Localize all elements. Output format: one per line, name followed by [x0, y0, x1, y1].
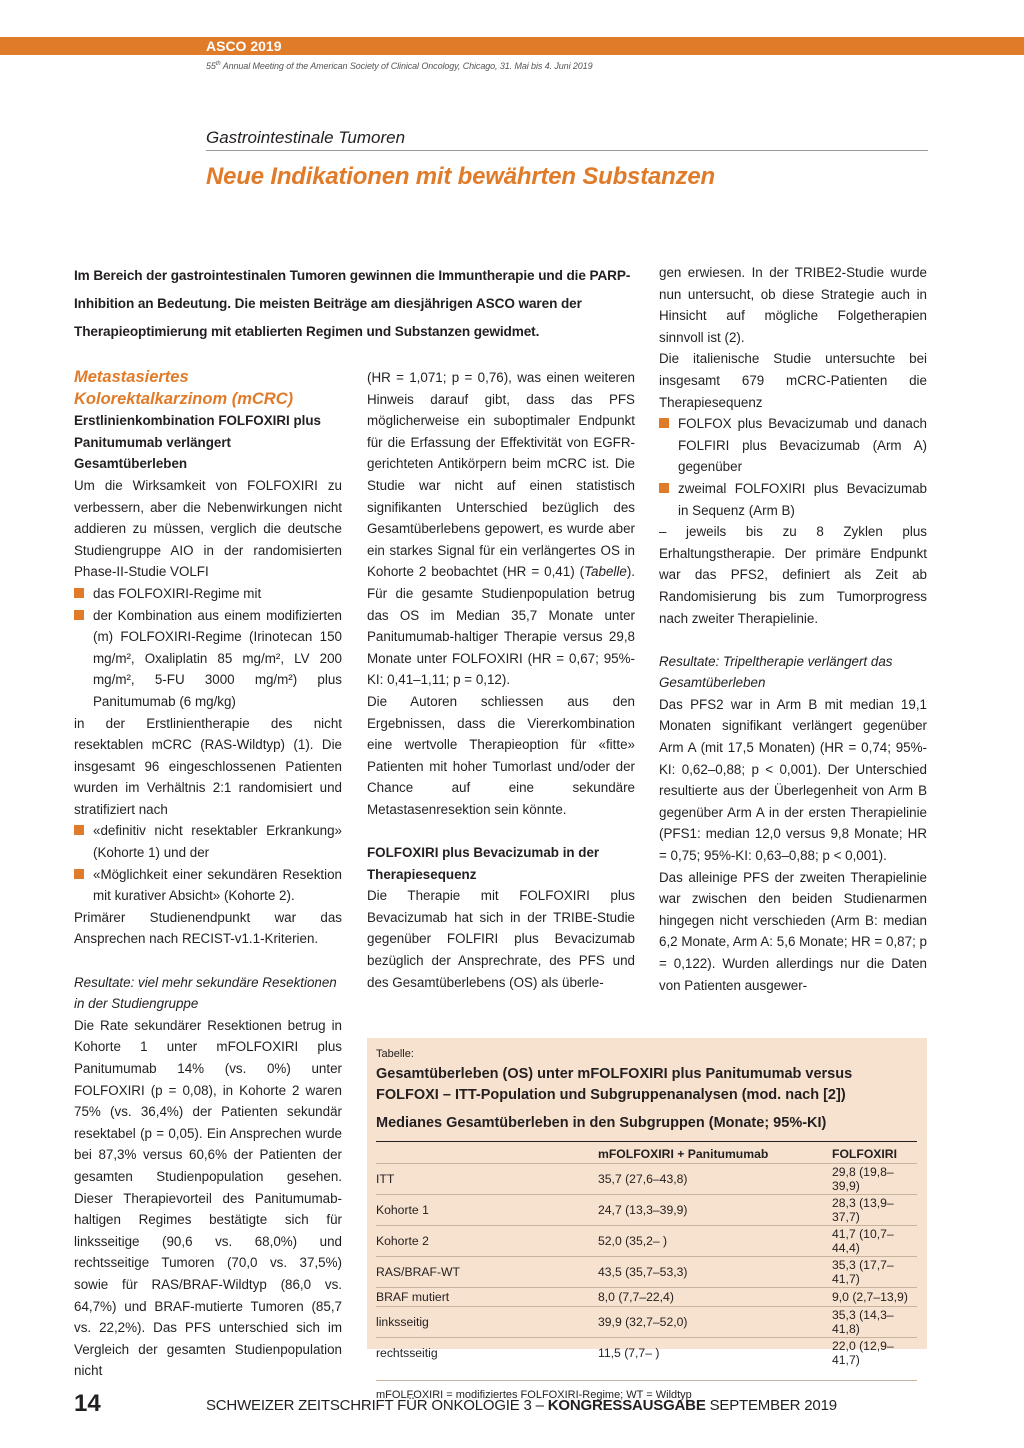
table-title: Gesamtüberleben (OS) unter mFOLFOXIRI plus Panitumumab versus FOLFOXI – ITT-Population und Subgruppenanalysen (mod. nach [2])	[376, 1066, 853, 1103]
paragraph: Die Rate sekundärer Resektionen betrug in Kohorte 1 unter mFOLFOXIRI plus Panitumumab 14% (vs. 0%) unter FOLFOXIRI (p = 0,08), in Kohorte 2 waren 75% (vs. 36,4%) der Patienten sekundär resektabel (p = 0,05). Ein Ansprechen wurde bei 87,3% versus 60,6% der Patienten der gesamten Studienpopulation gesehen. Dieser Therapievorteil des Panitumumab-haltigen Regimes bestätigte sich für linksseitige (90,6 vs. 68,0%) und rechtsseitige Tumoren (70,0 vs. 37,5%) sowie für RAS/BRAF-Wildtyp (86,0 vs. 64,7%) und BRAF-mutierte Tumoren (85,7 vs. 22,2%). Das PFS unterschied sich im Vergleich der gesamten Studienpopulation nicht	[74, 1017, 342, 1379]
column-2	[367, 367, 635, 993]
bullet-list	[74, 820, 342, 906]
bullet-item: der Kombination aus einem modifizierten (m) FOLFOXIRI-Regime (Irinotecan 150 mg/m², Oxaliplatin 85 mg/m², LV 200 mg/m², 5-FU 3000 mg/m²) plus Panitumumab (6 mg/kg)	[74, 605, 342, 713]
column-header	[376, 1146, 598, 1164]
table-row	[376, 1164, 917, 1195]
table-cell: 35,7 (27,6–43,8)	[598, 1164, 832, 1195]
table-cell: 35,3 (17,7–41,7)	[832, 1257, 917, 1288]
table-cell: 35,3 (14,3–41,8)	[832, 1307, 917, 1338]
table-cell: rechtsseitig	[376, 1338, 598, 1369]
table-cell: 22,0 (12,9–41,7)	[832, 1338, 917, 1369]
paragraph: in der Erstlinientherapie des nicht resektablen mCRC (RAS-Wildtyp) (1). Die insgesamt 96 eingeschlossenen Patienten wurden im Verhältnis 2:1 randomisiert und stratifiziert nach	[74, 715, 342, 817]
rubric-divider	[206, 150, 928, 151]
table-cell: 41,7 (10,7–44,4)	[832, 1226, 917, 1257]
table-cell: 52,0 (35,2– )	[598, 1226, 832, 1257]
paragraph: Die italienische Studie untersuchte bei insgesamt 679 mCRC-Patienten die Therapiesequenz	[659, 351, 927, 410]
table-rule	[376, 1141, 917, 1142]
table-row	[376, 1257, 917, 1288]
table-cell: 28,3 (13,9–37,7)	[832, 1195, 917, 1226]
meeting-line: 55th Annual Meeting of the American Society of Clinical Oncology, Chicago, 31. Mai bis 4. Juni 2019	[206, 61, 593, 71]
header-bar	[0, 37, 1024, 55]
bullet-list	[659, 413, 927, 521]
results-heading: Resultate: Tripeltherapie verlängert das Gesamtüberleben	[659, 653, 893, 691]
table-cell: 8,0 (7,7–22,4)	[598, 1288, 832, 1307]
table-cell: BRAF mutiert	[376, 1288, 598, 1307]
table-cell: RAS/BRAF-WT	[376, 1257, 598, 1288]
paragraph: – jeweils bis zu 8 Zyklen plus Erhaltungstherapie. Der primäre Endpunkt war das PFS2, definiert als Zeit ab Randomisierung bis zum Tumorprogress nach zweiter Therapielinie.	[659, 524, 927, 626]
paragraph: Primärer Studienendpunkt war das Ansprechen nach RECIST-v1.1-Kriterien.	[74, 909, 342, 947]
column-header: FOLFOXIRI	[832, 1147, 897, 1161]
table-header-row	[376, 1146, 917, 1164]
bullet-item: «Möglichkeit einer sekundären Resektion mit kurativer Absicht» (Kohorte 2).	[74, 864, 342, 907]
bullet-item: zweimal FOLFOXIRI plus Bevacizumab in Sequenz (Arm B)	[659, 478, 927, 521]
bullet-item: FOLFOX plus Bevacizumab und danach FOLFIRI plus Bevacizumab (Arm A) gegenüber	[659, 413, 927, 478]
table-cell: Kohorte 1	[376, 1195, 598, 1226]
table-cell: linksseitig	[376, 1307, 598, 1338]
survival-table	[376, 1146, 917, 1368]
paragraph: Das PFS2 war in Arm B mit median 19,1 Monaten signifikant verlängert gegenüber Arm A (mit 17,5 Monaten) (HR = 0,74; 95%-KI: 0,62–0,88; p < 0,001). Der Unterschied resultierte aus der Überlegenheit von Arm B gegenüber Arm A in der ersten Therapielinie (PFS1: median 12,0 versus 9,8 Monate; HR = 0,75; 95%-KI: 0,63–0,88; p < 0,001).	[659, 696, 927, 864]
article-headline: Neue Indikationen mit bewährten Substanzen	[206, 163, 716, 190]
paragraph: Die Therapie mit FOLFOXIRI plus Bevacizumab hat sich in der TRIBE-Studie gegenüber FOLFIRI plus Bevacizumab bezüglich der Ansprechrate, des PFS und des Gesamtüberlebens (OS) als überle-	[367, 888, 635, 990]
conference-label: ASCO 2019	[206, 38, 282, 54]
bullet-item: «definitiv nicht resektabler Erkrankung» (Kohorte 1) und der	[74, 820, 342, 863]
table-label: Tabelle:	[376, 1048, 414, 1060]
table-subtitle: Medianes Gesamtüberleben in den Subgruppen (Monate; 95%-KI)	[376, 1115, 827, 1131]
table-cell: Kohorte 2	[376, 1226, 598, 1257]
table-cell: 29,8 (19,8–39,9)	[832, 1164, 917, 1195]
paragraph: gen erwiesen. In der TRIBE2-Studie wurde nun untersucht, ob diese Strategie auch in Hinsicht auf mögliche Folgetherapien sinnvoll ist (2).	[659, 265, 927, 345]
article-rubric: Gastrointestinale Tumoren	[206, 128, 406, 147]
table-box	[367, 1038, 927, 1401]
subheading: FOLFOXIRI plus Bevacizumab in der Therapiesequenz	[367, 845, 600, 882]
column-header: mFOLFOXIRI + Panitumumab	[598, 1147, 769, 1161]
column-1	[74, 367, 342, 1382]
bullet-item: das FOLFOXIRI-Regime mit	[74, 583, 342, 605]
bullet-list	[74, 583, 342, 713]
section-title: Metastasiertes Kolorektalkarzinom (mCRC)	[74, 368, 294, 408]
table-row	[376, 1195, 917, 1226]
table-row	[376, 1307, 917, 1338]
table-cell: ITT	[376, 1164, 598, 1195]
paragraph: (HR = 1,071; p = 0,76), was einen weiteren Hinweis darauf gibt, dass das PFS möglicherweise ein suboptimaler Endpunkt für die Erfassung der Effektivität von EGFR-gerichteten Antikörpern beim mCRC ist. Die Studie war nicht auf einen statistisch signifikanten Unterschied bezüglich des Gesamtüberlebens gepowert, es wurde aber ein starkes Signal für ein verlängertes OS in Kohorte 2 beobachtet (HR = 0,41) (Tabelle). Für die gesamte Studienpopulation betrug das OS im Median 35,7 Monate unter Panitumumab-haltiger Therapie versus 29,8 Monate unter FOLFOXIRI (HR = 0,67; 95%-KI: 0,41–1,11; p = 0,12).	[367, 370, 635, 688]
page-number: 14	[74, 1390, 101, 1417]
table-footnote: mFOLFOXIRI = modifiziertes FOLFOXIRI-Regime; WT = Wildtyp	[376, 1380, 917, 1401]
table-cell: 24,7 (13,3–39,9)	[598, 1195, 832, 1226]
table-row	[376, 1338, 917, 1369]
table-row	[376, 1288, 917, 1307]
table-cell: 43,5 (35,7–53,3)	[598, 1257, 832, 1288]
table-row	[376, 1226, 917, 1257]
subheading: Erstlinienkombination FOLFOXIRI plus Panitumumab verlängert Gesamtüberleben	[74, 413, 321, 472]
journal-footer: SCHWEIZER ZEITSCHRIFT FÜR ONKOLOGIE 3 – KONGRESSAUSGABE SEPTEMBER 2019	[206, 1397, 837, 1414]
table-cell: 9,0 (2,7–13,9)	[832, 1288, 917, 1307]
table-cell: 11,5 (7,7– )	[598, 1338, 832, 1369]
paragraph: Das alleinige PFS der zweiten Therapielinie war zwischen den beiden Studienarmen hingegen nicht verschieden (Arm B: median 6,2 Monate, Arm A: 5,6 Monate; HR = 0,87; p = 0,122). Wurden allerdings nur die Daten von Patienten ausgewer-	[659, 869, 927, 993]
results-heading: Resultate: viel mehr sekundäre Resektionen in der Studiengruppe	[74, 974, 337, 1012]
article-lead: Im Bereich der gastrointestinalen Tumoren gewinnen die Immuntherapie und die PARP-Inhibition an Bedeutung. Die meisten Beiträge am diesjährigen ASCO waren der Therapieoptimierung mit etablierten Regimen und Substanzen gewidmet.	[74, 268, 631, 339]
column-3	[659, 262, 927, 996]
paragraph: Die Autoren schliessen aus den Ergebnissen, dass die Viererkombination eine wertvolle Therapieoption für «fitte» Patienten mit hoher Tumorlast und/oder der Chance auf eine sekundäre Metastasenresektion sein könnte.	[367, 693, 635, 817]
paragraph: Um die Wirksamkeit von FOLFOXIRI zu verbessern, aber die Nebenwirkungen nicht addieren zu müssen, verglich die deutsche Studiengruppe AIO in der randomisierten Phase-II-Studie VOLFI	[74, 477, 342, 580]
table-cell: 39,9 (32,7–52,0)	[598, 1307, 832, 1338]
